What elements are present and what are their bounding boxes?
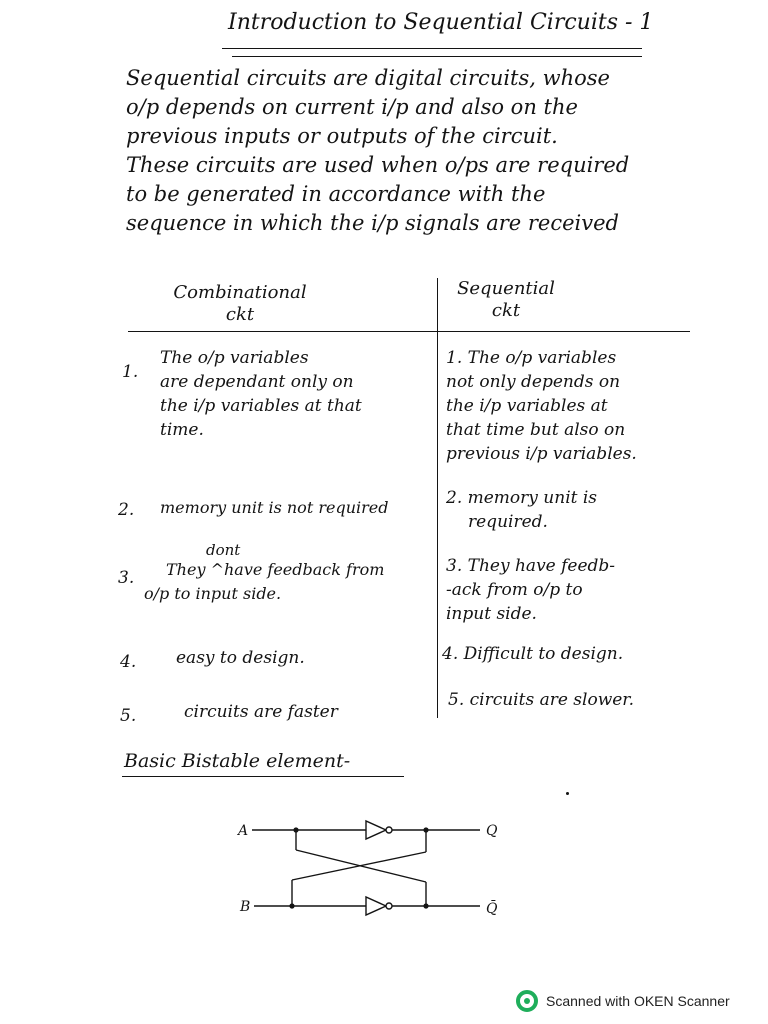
row-number: 1. (122, 362, 139, 382)
sequential-cell: 1. The o/p variables not only depends on the i/p variables at that time but also on previous i/p variables. (446, 348, 637, 464)
label-b: B (240, 899, 251, 915)
page-title: Introduction to Sequential Circuits - 1 (228, 10, 654, 35)
scanner-watermark (516, 990, 730, 1012)
ink-dot (566, 792, 569, 795)
table-header-rule (128, 331, 690, 332)
bottom-inverter-icon (366, 897, 386, 915)
junction-dot (289, 903, 294, 908)
row-number: 2. (118, 500, 135, 520)
title-underline-second (232, 56, 642, 57)
combinational-cell: memory unit is not required (160, 498, 389, 517)
intro-line: to be generated in accordance with the (126, 182, 546, 206)
label-q: Q (486, 823, 498, 839)
inserted-word: dont (206, 541, 241, 559)
combinational-cell: easy to design. (176, 648, 305, 668)
sequential-cell: 3. They have feedb- -ack from o/p to input side. (446, 556, 616, 624)
sequential-cell: 5. circuits are slower. (448, 690, 634, 710)
title-underline (222, 48, 642, 49)
header-sequential: Sequential ckt (457, 278, 555, 321)
intro-line: These circuits are used when o/ps are required (126, 153, 630, 177)
scanner-text: Scanned with OKEN Scanner (546, 993, 730, 1009)
label-qbar: Q̄ (486, 901, 498, 917)
row-number: 4. (120, 652, 137, 672)
sequential-cell: 2. memory unit is required. (446, 488, 598, 532)
bottom-inverter-bubble (386, 903, 392, 909)
top-inverter-bubble (386, 827, 392, 833)
table-column-divider (437, 278, 438, 718)
junction-dot (293, 827, 298, 832)
intro-paragraph (126, 64, 706, 238)
row-number: 5. (120, 706, 137, 726)
header-combinational: Combinational ckt (173, 282, 307, 325)
row-number: 3. (118, 568, 135, 588)
oken-scanner-logo-icon (516, 990, 538, 1012)
bistable-circuit-diagram (230, 808, 520, 918)
intro-line: o/p depends on current i/p and also on the (126, 95, 578, 119)
combinational-cell: circuits are faster (184, 702, 338, 722)
sequential-cell: 4. Difficult to design. (442, 644, 624, 664)
combinational-cell: They ^have feedback from o/p to input side. (144, 560, 385, 603)
intro-line: Sequential circuits are digital circuits, whose (126, 66, 610, 90)
label-a: A (238, 823, 249, 839)
junction-dot (423, 827, 428, 832)
combinational-cell: The o/p variables are dependant only on the i/p variables at that time. (160, 348, 362, 440)
section-underline (122, 776, 404, 777)
intro-line: previous inputs or outputs of the circuit. (126, 124, 558, 148)
section-title: Basic Bistable element- (124, 750, 351, 772)
junction-dot (423, 903, 428, 908)
intro-line: sequence in which the i/p signals are received (126, 211, 619, 235)
feedback-wire (292, 852, 426, 880)
top-inverter-icon (366, 821, 386, 839)
